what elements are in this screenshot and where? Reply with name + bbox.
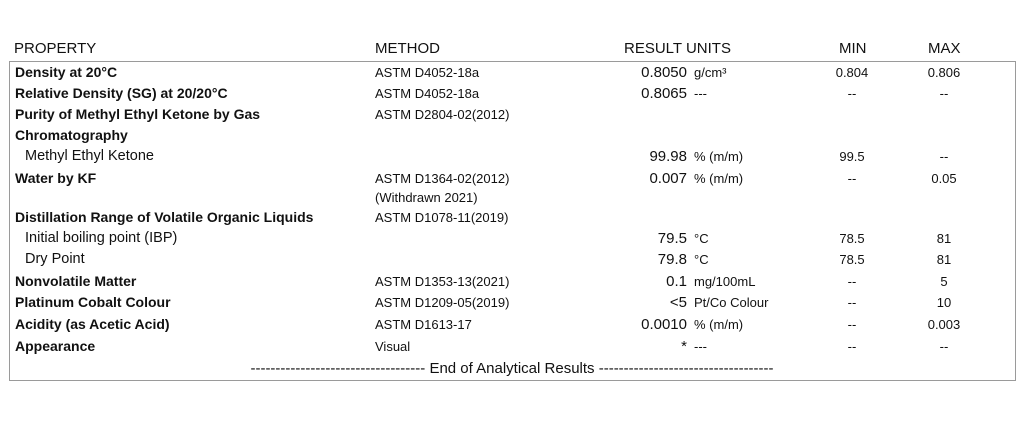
table-row xyxy=(0,336,1024,357)
units-cell: --- xyxy=(694,339,707,354)
min-cell: 99.5 xyxy=(839,149,865,164)
result-cell: 79.8 xyxy=(657,251,687,268)
units-cell: % (m/m) xyxy=(694,171,744,186)
method-cell: ASTM D1209-05(2019) xyxy=(375,295,510,310)
header-max: MAX xyxy=(928,40,961,57)
table-row xyxy=(0,62,1024,83)
property-cell: Water by KF xyxy=(15,170,97,186)
units-cell: g/cm³ xyxy=(694,65,727,80)
min-cell: -- xyxy=(847,317,857,332)
units-cell: °C xyxy=(694,231,709,246)
result-cell: * xyxy=(681,338,687,355)
method-cell: ASTM D4052-18a xyxy=(375,65,480,80)
property-cell: Density at 20°C xyxy=(15,64,118,80)
method-cell: ASTM D4052-18a xyxy=(375,86,480,101)
property-cell: Platinum Cobalt Colour xyxy=(15,294,171,310)
property-cell: Methyl Ethyl Ketone xyxy=(25,148,154,164)
table-row xyxy=(0,207,1024,228)
min-cell: -- xyxy=(847,295,857,310)
table-row xyxy=(0,168,1024,189)
property-cell: Dry Point xyxy=(25,251,85,267)
method-cell: ASTM D1353-13(2021) xyxy=(375,274,510,289)
property-cell: Relative Density (SG) at 20/20°C xyxy=(15,85,228,101)
units-cell: --- xyxy=(694,86,707,101)
min-cell: -- xyxy=(847,86,857,101)
result-cell: 0.007 xyxy=(649,170,687,187)
result-cell: 0.0010 xyxy=(641,316,687,333)
table-row xyxy=(0,187,1024,208)
result-cell: 0.8065 xyxy=(641,85,687,102)
property-cell: Initial boiling point (IBP) xyxy=(25,230,178,246)
units-cell: % (m/m) xyxy=(694,317,744,332)
max-cell: -- xyxy=(939,339,949,354)
min-cell: 0.804 xyxy=(835,65,869,80)
units-cell: mg/100mL xyxy=(694,274,756,289)
table-row xyxy=(0,104,1024,125)
property-cell: Distillation Range of Volatile Organic Liquids xyxy=(15,209,314,225)
max-cell: -- xyxy=(939,149,949,164)
method-cell: Visual xyxy=(375,339,411,354)
table-row xyxy=(0,271,1024,292)
max-cell: 81 xyxy=(936,252,952,267)
property-cell: Chromatography xyxy=(15,127,128,143)
units-cell: °C xyxy=(694,252,709,267)
method-cell: ASTM D1364-02(2012) xyxy=(375,171,510,186)
header-property: PROPERTY xyxy=(14,40,97,57)
units-cell: % (m/m) xyxy=(694,149,744,164)
result-cell: 99.98 xyxy=(649,148,687,165)
min-cell: 78.5 xyxy=(839,231,865,246)
result-cell: 0.1 xyxy=(666,273,687,290)
units-cell: Pt/Co Colour xyxy=(694,295,769,310)
property-cell: Acidity (as Acetic Acid) xyxy=(15,316,170,332)
method-cell: (Withdrawn 2021) xyxy=(375,190,478,205)
header-min: MIN xyxy=(839,40,867,57)
table-row xyxy=(0,292,1024,313)
table-row xyxy=(0,83,1024,104)
max-cell: 10 xyxy=(936,295,952,310)
method-cell: ASTM D1078-11(2019) xyxy=(375,210,509,225)
method-cell: ASTM D1613-17 xyxy=(375,317,472,332)
property-cell: Purity of Methyl Ethyl Ketone by Gas xyxy=(15,106,261,122)
header-result-units: RESULT UNITS xyxy=(624,40,731,57)
result-cell: 79.5 xyxy=(657,230,687,247)
property-cell: Nonvolatile Matter xyxy=(15,273,137,289)
max-cell: 0.05 xyxy=(931,171,957,186)
max-cell: 0.003 xyxy=(927,317,961,332)
min-cell: 78.5 xyxy=(839,252,865,267)
max-cell: 0.806 xyxy=(927,65,961,80)
table-row xyxy=(0,146,1024,167)
min-cell: -- xyxy=(847,274,857,289)
end-of-results-footer: ----------------------------------- End of Analytical Results ----------------------------------- xyxy=(250,360,774,377)
header-method: METHOD xyxy=(375,40,440,57)
table-row xyxy=(0,314,1024,335)
table-row xyxy=(0,249,1024,270)
table-row xyxy=(0,125,1024,146)
method-cell: ASTM D2804-02(2012) xyxy=(375,107,510,122)
min-cell: -- xyxy=(847,171,857,186)
result-cell: <5 xyxy=(669,294,687,311)
property-cell: Appearance xyxy=(15,338,96,354)
result-cell: 0.8050 xyxy=(641,64,687,81)
max-cell: 81 xyxy=(936,231,952,246)
min-cell: -- xyxy=(847,339,857,354)
max-cell: 5 xyxy=(940,274,948,289)
table-row xyxy=(0,228,1024,249)
max-cell: -- xyxy=(939,86,949,101)
